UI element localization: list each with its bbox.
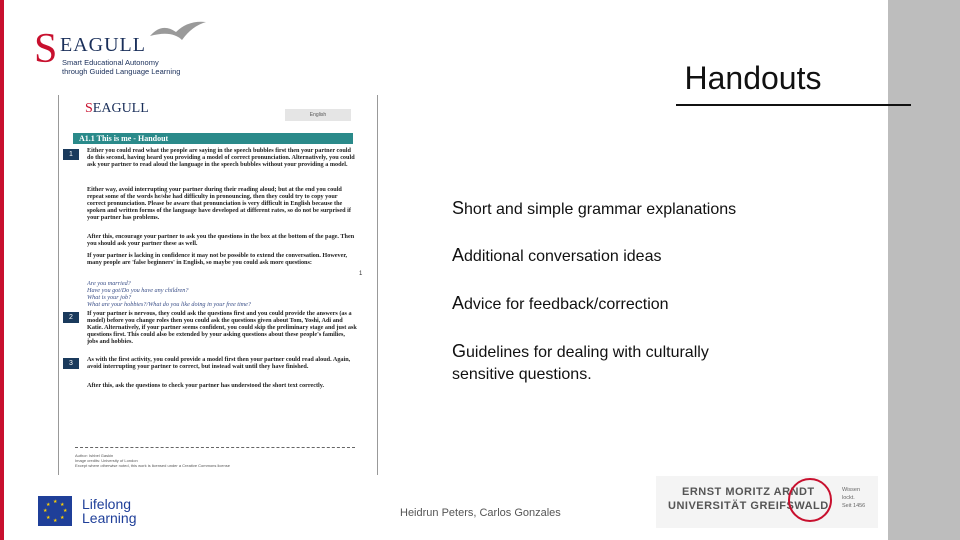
handout-question: What are your hobbies?/What do you like doing in your free time? (87, 301, 251, 308)
bullet-text: hort and simple grammar explanations (464, 201, 737, 218)
program-line-1: Lifelong (82, 496, 132, 512)
handout-thumbnail (58, 95, 378, 475)
authors: Heidrun Peters, Carlos Gonzales (400, 507, 561, 519)
handout-paragraph: Either you could read what the people are saying in the speech bubbles first then your partner could do this second, having heard you providing a model of correct pronunciation. Alternatively, you could ask your partner to read aloud the language in the speech bubbles without your providing a model. (87, 147, 355, 168)
handout-logo-rest: EAGULL (92, 101, 149, 116)
handout-logo-initial: S (85, 101, 93, 116)
handout-logo (85, 101, 149, 117)
bullet-conversation (452, 244, 772, 268)
university-seal-icon (788, 478, 832, 522)
handout-paragraph: If your partner is lacking in confidence it may not be possible to extend the conversation. However, many people are 'false beginners' in English, so maybe you could ask more questions: (87, 252, 348, 266)
right-side-bar (888, 0, 960, 540)
handout-footer-line: Author: Ishbel Gaskin (75, 453, 114, 458)
logo-tagline-1: Smart Educational Autonomy (62, 58, 159, 67)
bullet-guidelines (452, 340, 752, 386)
handout-question: Are you married? (87, 280, 131, 287)
bullet-feedback (452, 292, 772, 316)
university-name-line-2: UNIVERSITÄT GREIFSWALD (668, 500, 829, 512)
university-name-line-1: ERNST MORITZ ARNDT (682, 486, 815, 498)
handout-question: What is your job? (87, 294, 132, 301)
title-underline (676, 104, 911, 106)
handout-footer (75, 453, 355, 468)
handout-paragraph: After this, encourage your partner to ask you the questions in the box at the bottom of the page. Then you should ask your partner these as well. (87, 233, 355, 247)
logo-name: EAGULL (60, 34, 146, 56)
handout-language-tag: English (285, 109, 351, 121)
handout-footer-line: Except where otherwise noted, this work is licensed under a Creative Commons license (75, 463, 230, 468)
left-accent-strip (0, 0, 4, 540)
university-logo (656, 476, 878, 528)
handout-question: Have you got/Do you have any children? (87, 287, 189, 294)
handout-paragraph: Either way, avoid interrupting your partner during their reading aloud; but at the end you could repeat some of the words he/she had difficulty in pronouncing, then they could try to copy your correct pronunciation. Please be aware that pronunciation is very difficult in English because the spoken and written forms of the language have developed at different rates, so do not be surprised if your partner has problems. (87, 186, 351, 221)
lifelong-learning-label (82, 497, 137, 525)
bullet-initial: S (452, 198, 465, 218)
logo-initial: S (34, 26, 58, 72)
university-motto-line: lockt. (842, 495, 855, 501)
bullet-initial: G (452, 341, 467, 361)
bullet-text: dditional conversation ideas (464, 248, 662, 265)
handout-step-3: 3 (63, 358, 79, 369)
slide-title: Handouts (684, 60, 822, 96)
university-motto (842, 486, 865, 510)
bullet-text: uidelines for dealing with culturally sensitive questions. (452, 344, 709, 383)
handout-paragraph: After this, ask the questions to check your partner has understood the short text correctly. (87, 382, 325, 389)
handout-margin-mark: 1 (359, 271, 363, 277)
handout-step-1: 1 (63, 149, 79, 160)
handout-paragraph: As with the first activity, you could provide a model first then your partner could read aloud. Again, avoid interrupting your partner to correct, but instead wait until they have finished. (87, 356, 351, 370)
logo-tagline-2: through Guided Language Learning (62, 67, 181, 76)
university-motto-line: Wissen (842, 487, 861, 493)
handout-footer-divider (75, 447, 355, 449)
bullet-text: dvice for feedback/correction (464, 296, 669, 313)
bullet-grammar (452, 197, 772, 221)
handout-paragraph: If your partner is nervous, they could ask the questions first and you could provide the answers (as a model) before you change roles then you could ask the questions given about Tom, Yoshi, Adi and Katie. Alternatively, if your partner seems confident, you could skip the preliminary stage and just ask questions first. This could also be extended by your asking questions about these people's families, jobs and hobbies. (87, 310, 357, 345)
handout-footer-line: Image credits: University of London (75, 458, 138, 463)
eu-flag-icon: ★ ★ ★ ★ ★ ★ ★ ★ (38, 496, 72, 526)
seagull-logo (30, 18, 210, 78)
handout-step-2: 2 (63, 312, 79, 323)
bullet-initial: A (452, 293, 465, 313)
program-line-2: Learning (82, 510, 137, 526)
handout-header: A1.1 This is me - Handout (73, 133, 353, 144)
bullet-initial: A (452, 245, 465, 265)
university-motto-line: Seit 1456 (842, 503, 866, 509)
seagull-bird-icon (148, 18, 210, 48)
